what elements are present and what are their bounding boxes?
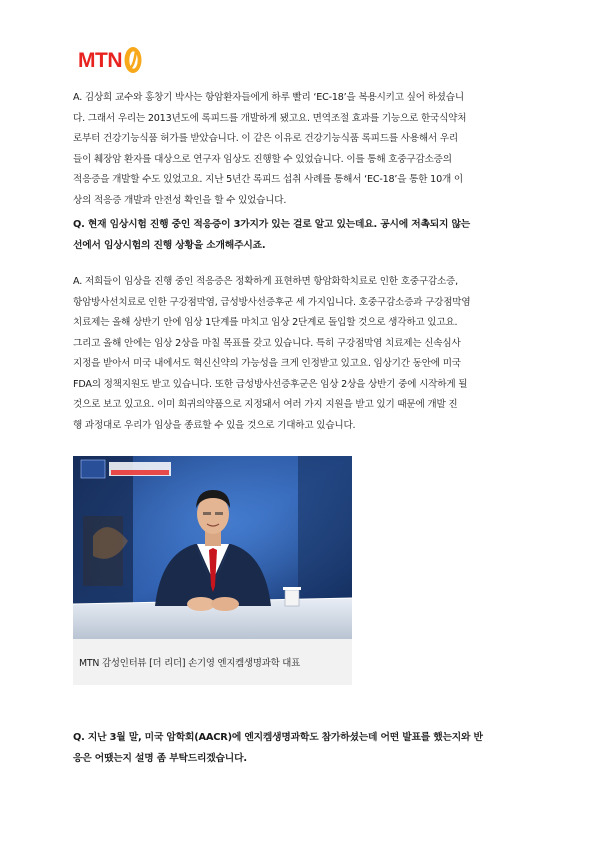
photo-caption: MTN 감성인터뷰 [더 리더] 손기영 엔지켐생명과학 대표	[79, 658, 300, 669]
photo-caption-box	[73, 639, 352, 685]
question-1: Q. 현재 임상시험 진행 중인 적응증이 3가지가 있는 걸로 알고 있는데요. 공시에 저촉되지 않는 선에서 임상시험의 진행 상황을 소개해주시죠.	[73, 219, 471, 251]
logo-text: MTN	[78, 48, 122, 72]
mtn-logo	[78, 42, 170, 78]
logo-ring-icon	[123, 45, 143, 75]
interview-photo	[73, 456, 352, 639]
answer-paragraph-2: A. 저희들이 임상을 진행 중인 적응증은 정확하게 표현하면 항암화학치료로 인한 호중구감소증, 항암방사선치료로 인한 구강점막염, 급성방사선증후군 세 가지입니다. 호중구감소증과 구강점막염 치료제는 올해 상반기 안에 임상 1단계를 마치고 임상 2단계로 돌입할 것으로 생각하고 있고요. 그리고 올해 안에는 임상 2상을 마칠 목표를 갖고 있습니다. 특히 구강점막염 치료제는 신속심사 지정을 받아서 미국 내에서도 혁신신약의 가능성을 크게 인정받고 있고요. 임상기간 동안에 미국 FDA의 정책지원도 받고 있습니다. 또한 급성방사선증후군은 임상 2상을 상반기 중에 시작하게 될 것으로 보고 있고요. 이미 희귀의약품으로 지정돼서 여러 가지 지원을 받고 있기 때문에 개발 진 행 과정대로 우리가 임상을 종료할 수 있을 것으로 기대하고 있습니다.	[73, 276, 471, 431]
question-2: Q. 지난 3월 말, 미국 암학회(AACR)에 엔지켐생명과학도 참가하셨는데 어떤 발표를 했는지와 반 응은 어땠는지 설명 좀 부탁드리겠습니다.	[73, 732, 483, 764]
answer-paragraph-1: A. 김상희 교수와 홍창기 박사는 항암환자들에게 하루 빨리 ‘EC-18’을 복용시키고 싶어 하셨습니 다. 그래서 우리는 2013년도에 록피드를 개발하게 됐고요. 면역조절 효과를 기능으로 한국식약처 로부터 건강기능식품 허가를 받았습니다. 이 같은 이유로 건강기능식품 록피드를 사용해서 우리 들이 췌장암 환자를 대상으로 연구자 임상도 진행할 수 있었습니다. 이를 통해 호중구감소증의 적응증을 개발할 수도 있었고요. 지난 5년간 록피드 섭취 사례를 통해서 ‘EC-18’을 통한 10개 이 상의 적응증 개발과 안전성 확인을 할 수 있었습니다.	[73, 92, 467, 206]
interview-photo-illustration	[73, 456, 352, 639]
